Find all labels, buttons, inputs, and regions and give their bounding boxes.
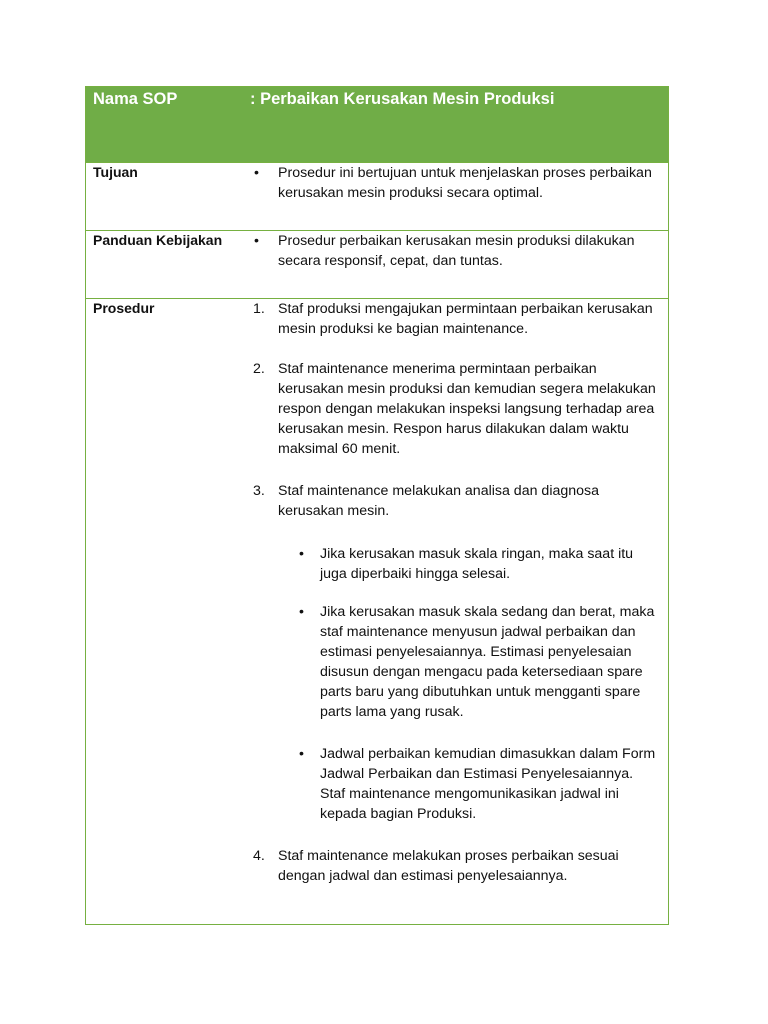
bullet-icon: •	[254, 233, 259, 249]
prosedur-label: Prosedur	[93, 300, 155, 316]
step-number: 1.	[253, 301, 265, 317]
prosedur-content	[250, 299, 668, 924]
sop-header-row	[86, 87, 668, 162]
bullet-icon: •	[299, 546, 304, 562]
step-number: 3.	[253, 483, 265, 499]
sop-name-label: Nama SOP	[93, 90, 178, 108]
tujuan-label: Tujuan	[93, 164, 138, 180]
tujuan-content	[250, 163, 668, 230]
procedure-step	[250, 481, 660, 521]
panduan-content	[250, 231, 668, 298]
list-item	[296, 744, 660, 824]
step-text: Staf maintenance menerima permintaan perbaikan kerusakan mesin produksi dan kemudian segera melakukan respon dengan melakukan inspeksi langsung terhadap area kerusakan mesin. Respon harus dilakukan dalam waktu maksimal 60 menit.	[278, 361, 656, 457]
step-text: Staf maintenance melakukan analisa dan diagnosa kerusakan mesin.	[278, 483, 600, 519]
prosedur-row	[86, 298, 668, 924]
step-number: 4.	[253, 848, 265, 864]
procedure-step	[250, 299, 660, 339]
tujuan-text: Prosedur ini bertujuan untuk menjelaskan proses perbaikan kerusakan mesin produksi secara optimal.	[278, 165, 652, 201]
panduan-row	[86, 230, 668, 298]
list-item	[250, 163, 660, 203]
panduan-text: Prosedur perbaikan kerusakan mesin produksi dilakukan secara responsif, cepat, dan tuntas.	[278, 233, 635, 269]
sub-item-text: Jika kerusakan masuk skala sedang dan berat, maka staf maintenance menyusun jadwal perbaikan dan estimasi penyelesaiannya. Estimasi penyelesaian disusun dengan mengacu pada ketersediaan spare parts baru yang dibutuhkan untuk mengganti spare parts lama yang rusak.	[320, 604, 655, 720]
sop-table	[85, 86, 669, 925]
bullet-icon: •	[254, 165, 259, 181]
sub-item-text: Jadwal perbaikan kemudian dimasukkan dalam Form Jadwal Perbaikan dan Estimasi Penyelesaiannya. Staf maintenance mengomunikasikan jadwal ini kepada bagian Produksi.	[320, 746, 656, 822]
bullet-icon: •	[299, 746, 304, 762]
sop-name-value: : Perbaikan Kerusakan Mesin Produksi	[250, 90, 555, 108]
sub-item-text: Jika kerusakan masuk skala ringan, maka saat itu juga diperbaiki hingga selesai.	[320, 546, 634, 582]
bullet-icon: •	[299, 604, 304, 620]
step-number: 2.	[253, 361, 265, 377]
procedure-step	[250, 846, 660, 886]
list-item	[296, 544, 660, 584]
list-item	[250, 231, 660, 271]
step-text: Staf maintenance melakukan proses perbaikan sesuai dengan jadwal dan estimasi penyelesaiannya.	[278, 848, 619, 884]
step-text: Staf produksi mengajukan permintaan perbaikan kerusakan mesin produksi ke bagian maintenance.	[278, 301, 653, 337]
panduan-label: Panduan Kebijakan	[93, 232, 223, 248]
procedure-step	[250, 359, 660, 459]
sub-list	[296, 544, 660, 824]
tujuan-row	[86, 162, 668, 230]
list-item	[296, 602, 660, 722]
